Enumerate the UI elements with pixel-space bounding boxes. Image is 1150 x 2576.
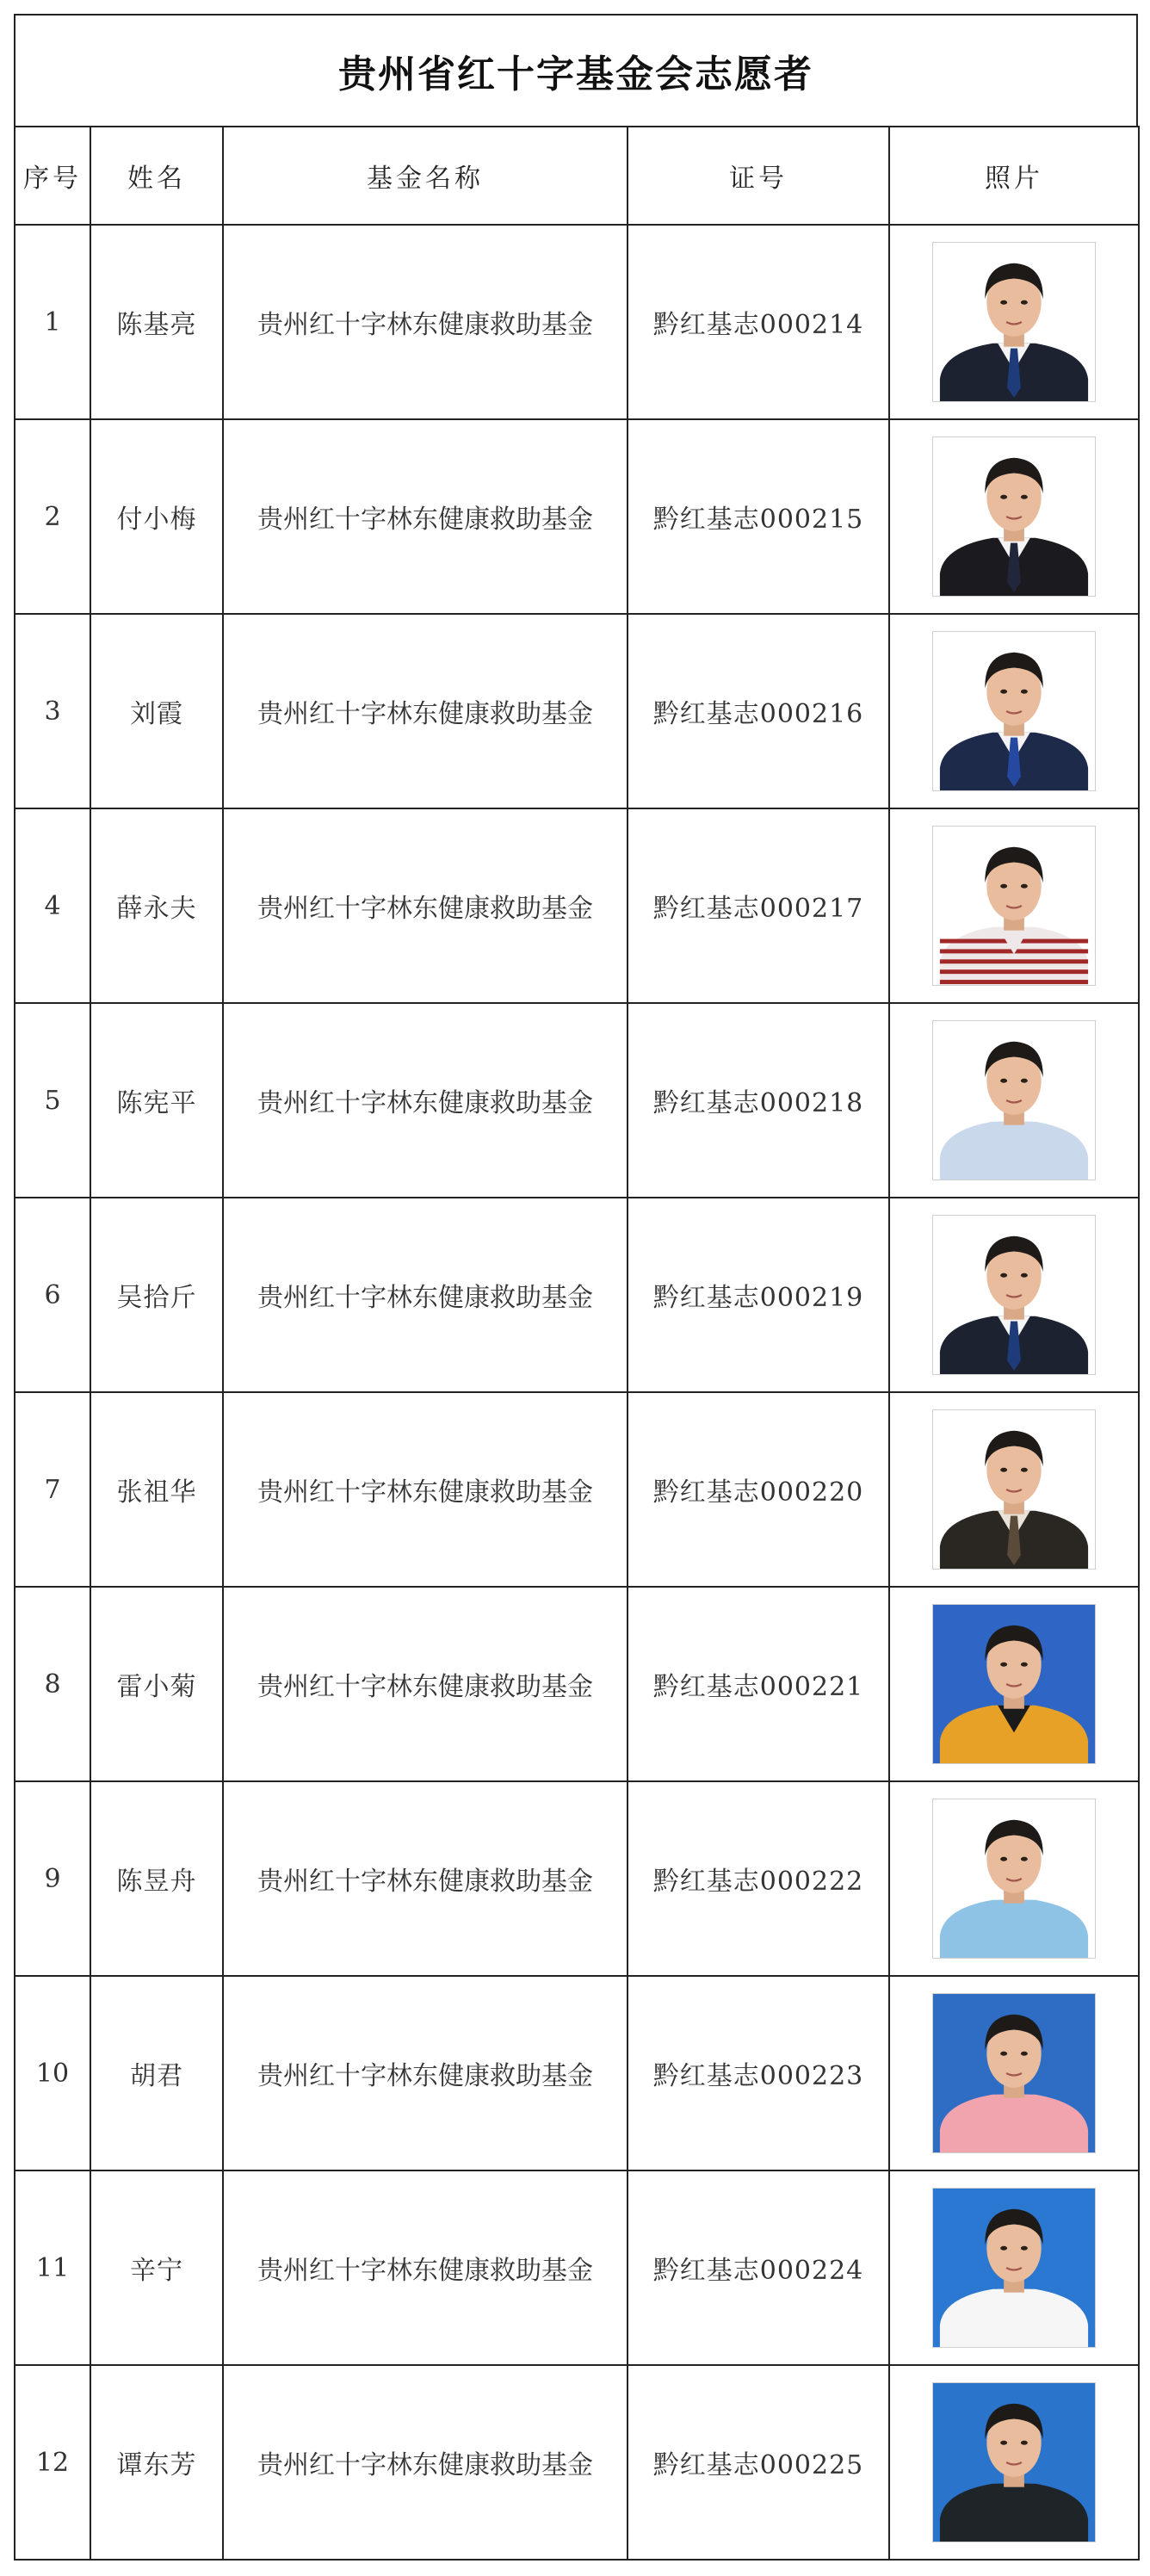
cell-photo bbox=[889, 1781, 1139, 1976]
cell-index: 10 bbox=[15, 1976, 90, 2170]
portrait-graphic bbox=[933, 2383, 1095, 2542]
portrait-graphic bbox=[933, 1216, 1095, 1374]
cell-photo bbox=[889, 1392, 1139, 1587]
cell-fund: 贵州红十字林东健康救助基金 bbox=[223, 1392, 628, 1587]
volunteer-photo bbox=[932, 1799, 1096, 1959]
column-header-fund: 基金名称 bbox=[223, 127, 628, 225]
table-row bbox=[15, 614, 1139, 808]
portrait-graphic bbox=[933, 1021, 1095, 1180]
volunteer-photo bbox=[932, 437, 1096, 597]
table-row bbox=[15, 2365, 1139, 2560]
cell-cert: 黔红基志000222 bbox=[628, 1781, 889, 1976]
cell-photo bbox=[889, 614, 1139, 808]
volunteer-photo bbox=[932, 2382, 1096, 2542]
cell-name: 薛永夫 bbox=[90, 808, 223, 1003]
portrait-eye bbox=[1021, 495, 1028, 499]
cell-index: 11 bbox=[15, 2170, 90, 2365]
cell-photo bbox=[889, 225, 1139, 419]
table-row bbox=[15, 2170, 1139, 2365]
cell-name: 辛宁 bbox=[90, 2170, 223, 2365]
column-header-photo: 照片 bbox=[889, 127, 1139, 225]
volunteer-sheet bbox=[14, 14, 1138, 2562]
volunteer-photo bbox=[932, 242, 1096, 402]
volunteer-photo bbox=[932, 1215, 1096, 1375]
cell-cert: 黔红基志000219 bbox=[628, 1198, 889, 1392]
cell-name: 刘霞 bbox=[90, 614, 223, 808]
cell-fund: 贵州红十字林东健康救助基金 bbox=[223, 1781, 628, 1976]
cell-photo bbox=[889, 2365, 1139, 2560]
table-row bbox=[15, 1392, 1139, 1587]
table-row bbox=[15, 1003, 1139, 1198]
cell-cert: 黔红基志000223 bbox=[628, 1976, 889, 2170]
portrait-graphic bbox=[933, 2189, 1095, 2347]
cell-photo bbox=[889, 1003, 1139, 1198]
table-header-row bbox=[15, 127, 1139, 225]
cell-fund: 贵州红十字林东健康救助基金 bbox=[223, 419, 628, 614]
cell-index: 3 bbox=[15, 614, 90, 808]
portrait-eye bbox=[1021, 2052, 1028, 2056]
table-row bbox=[15, 1587, 1139, 1781]
cell-fund: 贵州红十字林东健康救助基金 bbox=[223, 1976, 628, 2170]
portrait-eye bbox=[1000, 1663, 1007, 1667]
cell-index: 2 bbox=[15, 419, 90, 614]
cell-photo bbox=[889, 1587, 1139, 1781]
column-header-cert: 证号 bbox=[628, 127, 889, 225]
cell-cert: 黔红基志000217 bbox=[628, 808, 889, 1003]
table-row bbox=[15, 1976, 1139, 2170]
cell-cert: 黔红基志000216 bbox=[628, 614, 889, 808]
volunteer-photo bbox=[932, 1409, 1096, 1570]
table-row bbox=[15, 1198, 1139, 1392]
volunteer-photo bbox=[932, 631, 1096, 791]
cell-name: 陈昱舟 bbox=[90, 1781, 223, 1976]
cell-fund: 贵州红十字林东健康救助基金 bbox=[223, 2365, 628, 2560]
cell-fund: 贵州红十字林东健康救助基金 bbox=[223, 1587, 628, 1781]
portrait-eye bbox=[1021, 1079, 1028, 1083]
column-header-name: 姓名 bbox=[90, 127, 223, 225]
cell-index: 5 bbox=[15, 1003, 90, 1198]
volunteer-photo bbox=[932, 2188, 1096, 2348]
cell-index: 7 bbox=[15, 1392, 90, 1587]
table-body bbox=[15, 225, 1139, 2560]
cell-fund: 贵州红十字林东健康救助基金 bbox=[223, 225, 628, 419]
cell-cert: 黔红基志000214 bbox=[628, 225, 889, 419]
portrait-eye bbox=[1000, 690, 1007, 694]
portrait-eye bbox=[1000, 1079, 1007, 1083]
cell-photo bbox=[889, 1976, 1139, 2170]
portrait-graphic bbox=[933, 243, 1095, 401]
cell-index: 6 bbox=[15, 1198, 90, 1392]
portrait-eye bbox=[1021, 690, 1028, 694]
cell-name: 胡君 bbox=[90, 1976, 223, 2170]
cell-name: 陈基亮 bbox=[90, 225, 223, 419]
portrait-eye bbox=[1000, 495, 1007, 499]
portrait-shirt-stripe bbox=[940, 969, 1088, 974]
cell-index: 12 bbox=[15, 2365, 90, 2560]
portrait-eye bbox=[1000, 2246, 1007, 2251]
cell-photo bbox=[889, 419, 1139, 614]
cell-cert: 黔红基志000215 bbox=[628, 419, 889, 614]
volunteer-table bbox=[14, 126, 1140, 2561]
cell-name: 谭东芳 bbox=[90, 2365, 223, 2560]
table-row bbox=[15, 419, 1139, 614]
portrait-graphic bbox=[933, 632, 1095, 790]
portrait-graphic bbox=[933, 1605, 1095, 1763]
cell-fund: 贵州红十字林东健康救助基金 bbox=[223, 1003, 628, 1198]
cell-index: 9 bbox=[15, 1781, 90, 1976]
portrait-eye bbox=[1000, 300, 1007, 305]
portrait-eye bbox=[1000, 1273, 1007, 1278]
cell-fund: 贵州红十字林东健康救助基金 bbox=[223, 1198, 628, 1392]
portrait-eye bbox=[1021, 1273, 1028, 1278]
table-row bbox=[15, 1781, 1139, 1976]
portrait-eye bbox=[1021, 1468, 1028, 1472]
cell-name: 雷小菊 bbox=[90, 1587, 223, 1781]
cell-photo bbox=[889, 2170, 1139, 2365]
portrait-shirt-stripe bbox=[940, 980, 1088, 984]
page-title: 贵州省红十字基金会志愿者 bbox=[14, 14, 1138, 126]
table-row bbox=[15, 225, 1139, 419]
cell-fund: 贵州红十字林东健康救助基金 bbox=[223, 614, 628, 808]
cell-name: 张祖华 bbox=[90, 1392, 223, 1587]
volunteer-photo bbox=[932, 1604, 1096, 1764]
volunteer-photo bbox=[932, 826, 1096, 986]
cell-photo bbox=[889, 1198, 1139, 1392]
portrait-graphic bbox=[933, 827, 1095, 985]
portrait-eye bbox=[1021, 2441, 1028, 2445]
portrait-eye bbox=[1000, 1857, 1007, 1861]
portrait-eye bbox=[1021, 2246, 1028, 2251]
volunteer-photo bbox=[932, 1993, 1096, 2153]
column-header-index: 序号 bbox=[15, 127, 90, 225]
portrait-graphic bbox=[933, 1994, 1095, 2152]
portrait-graphic bbox=[933, 1410, 1095, 1569]
cell-name: 陈宪平 bbox=[90, 1003, 223, 1198]
portrait-eye bbox=[1021, 884, 1028, 889]
cell-cert: 黔红基志000218 bbox=[628, 1003, 889, 1198]
cell-photo bbox=[889, 808, 1139, 1003]
cell-fund: 贵州红十字林东健康救助基金 bbox=[223, 808, 628, 1003]
portrait-eye bbox=[1000, 2441, 1007, 2445]
cell-cert: 黔红基志000225 bbox=[628, 2365, 889, 2560]
cell-index: 1 bbox=[15, 225, 90, 419]
portrait-eye bbox=[1000, 884, 1007, 889]
portrait-eye bbox=[1021, 1857, 1028, 1861]
cell-fund: 贵州红十字林东健康救助基金 bbox=[223, 2170, 628, 2365]
portrait-eye bbox=[1000, 1468, 1007, 1472]
portrait-eye bbox=[1021, 300, 1028, 305]
volunteer-photo bbox=[932, 1020, 1096, 1180]
table-row bbox=[15, 808, 1139, 1003]
portrait-graphic bbox=[933, 437, 1095, 596]
portrait-graphic bbox=[933, 1799, 1095, 1958]
cell-name: 付小梅 bbox=[90, 419, 223, 614]
cell-index: 8 bbox=[15, 1587, 90, 1781]
portrait-eye bbox=[1000, 2052, 1007, 2056]
cell-index: 4 bbox=[15, 808, 90, 1003]
cell-cert: 黔红基志000220 bbox=[628, 1392, 889, 1587]
portrait-eye bbox=[1021, 1663, 1028, 1667]
cell-cert: 黔红基志000221 bbox=[628, 1587, 889, 1781]
cell-cert: 黔红基志000224 bbox=[628, 2170, 889, 2365]
cell-name: 吴拾斤 bbox=[90, 1198, 223, 1392]
portrait-shirt-stripe bbox=[940, 959, 1088, 963]
